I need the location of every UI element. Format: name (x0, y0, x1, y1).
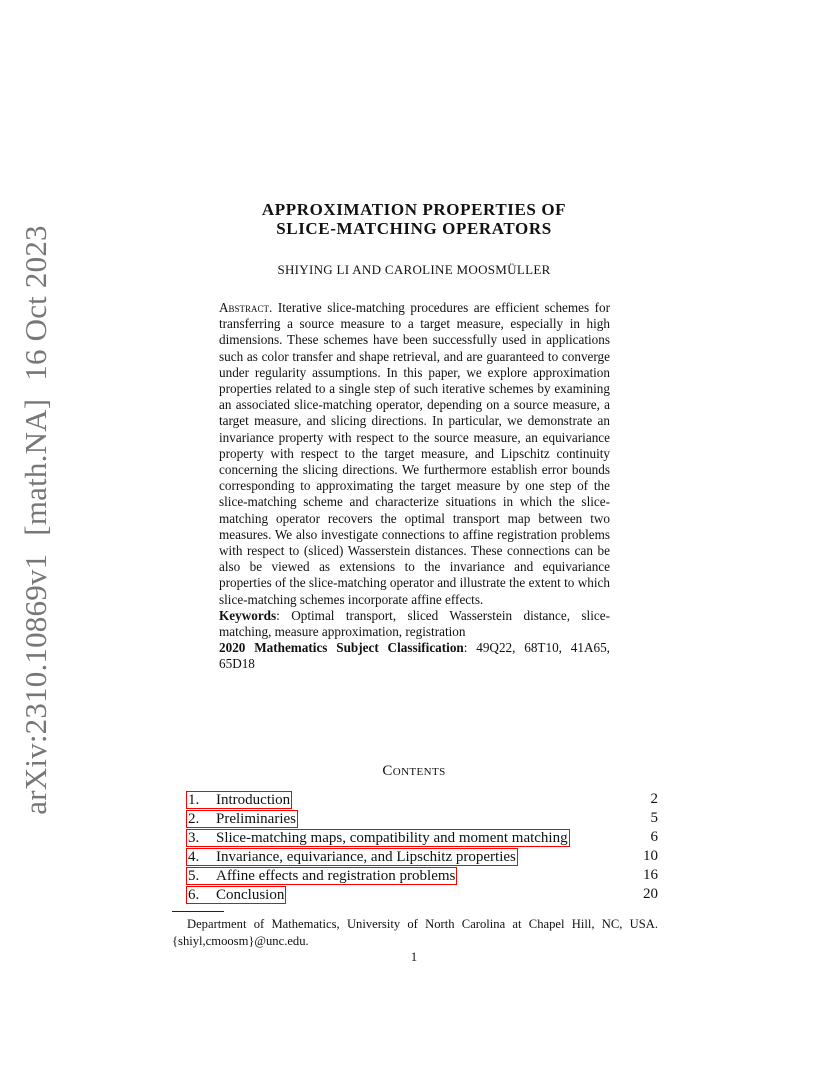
toc-page: 2 (650, 791, 658, 807)
abstract-text: Iterative slice-matching procedures are efficient schemes for transferring a source measure to a target measure, especially in high dimensions. These schemes have been successfully used in applications such as color transfer and shape retrieval, and are guaranteed to converge under regularity assumptions. In this paper, we explore approximation properties related to a single step of such iterative schemes by examining an associated slice-matching operator, depending on a source measure, a target measure, and slicing directions. In particular, we demonstrate an invariance property with respect to the source measure, an equivariance property with respect to the target measure, and Lipschitz continuity concerning the slicing directions. We furthermore establish error bounds corresponding to approximating the target measure by one step of the slice-matching scheme and characterize situations in which the slice-matching operator recovers the optimal transport map between two measures. We also investigate connections to affine registration problems with respect to (sliced) Wasserstein distances. These connections can be also be viewed as extensions to the invariance and equivariance properties of the slice-matching operator and illustrate the extent to which slice-matching schemes incorporate affine effects. (219, 300, 611, 607)
msc (219, 640, 610, 672)
toc-row (186, 866, 658, 885)
toc-num: 4. (188, 849, 200, 865)
toc-link-preliminaries[interactable] (186, 810, 298, 828)
toc-label: Slice-matching maps, compatibility and moment matching (216, 830, 568, 846)
toc-num: 2. (188, 811, 200, 827)
toc-link-affine-effects[interactable] (186, 867, 457, 885)
arxiv-id: arXiv:2310.10869v1 (18, 553, 53, 815)
keywords-label: Keywords (219, 607, 277, 623)
keywords (219, 608, 610, 640)
toc-link-slice-matching-maps[interactable] (186, 829, 570, 847)
toc-page: 20 (643, 886, 658, 902)
arxiv-stamp (18, 216, 54, 823)
toc-row (186, 847, 658, 866)
toc-row (186, 790, 658, 809)
arxiv-category: [math.NA] (18, 398, 53, 536)
toc-page: 16 (643, 867, 658, 883)
toc-label: Introduction (216, 792, 291, 808)
toc-label: Conclusion (216, 887, 285, 903)
toc-link-conclusion[interactable] (186, 886, 286, 904)
footnote-rule (172, 911, 224, 912)
toc-page: 6 (650, 829, 658, 845)
abstract (219, 300, 610, 673)
title-line-2: SLICE-MATCHING OPERATORS (276, 219, 552, 238)
abstract-body (219, 300, 610, 608)
toc-page: 5 (650, 810, 658, 826)
authors: SHIYING LI AND CAROLINE MOOSMÜLLER (277, 262, 551, 277)
toc-link-invariance[interactable] (186, 848, 518, 866)
toc-row (186, 828, 658, 847)
toc-label: Affine effects and registration problems (216, 868, 456, 884)
contents-heading: Contents (382, 763, 446, 779)
abstract-label: Abstract. (219, 300, 273, 315)
toc-label: Preliminaries (216, 811, 296, 827)
toc-num: 5. (188, 868, 200, 884)
toc-row (186, 809, 658, 828)
arxiv-date: 16 Oct 2023 (18, 225, 53, 381)
title-line-1: APPROXIMATION PROPERTIES OF (261, 200, 567, 219)
toc-page: 10 (643, 848, 658, 864)
paper-title (0, 200, 828, 238)
toc-link-introduction[interactable] (186, 791, 292, 809)
toc-num: 1. (188, 792, 200, 808)
toc-num: 3. (188, 830, 200, 846)
toc-num: 6. (188, 887, 200, 903)
page-number: 1 (410, 950, 418, 964)
toc-label: Invariance, equivariance, and Lipschitz properties (216, 849, 516, 865)
affiliation-footnote: Department of Mathematics, University of North Carolina at Chapel Hill, NC, USA. {shiyl,cmoosm}@unc.edu. (172, 917, 658, 948)
msc-text: : 49Q22, 68T10, 41A65, 65D18 (219, 640, 610, 672)
table-of-contents (186, 790, 658, 904)
msc-label: 2020 Mathematics Subject Classification (219, 640, 464, 656)
keywords-text: : Optimal transport, sliced Wasserstein distance, slice-matching, measure approximation, registration (219, 607, 610, 640)
toc-row (186, 885, 658, 904)
